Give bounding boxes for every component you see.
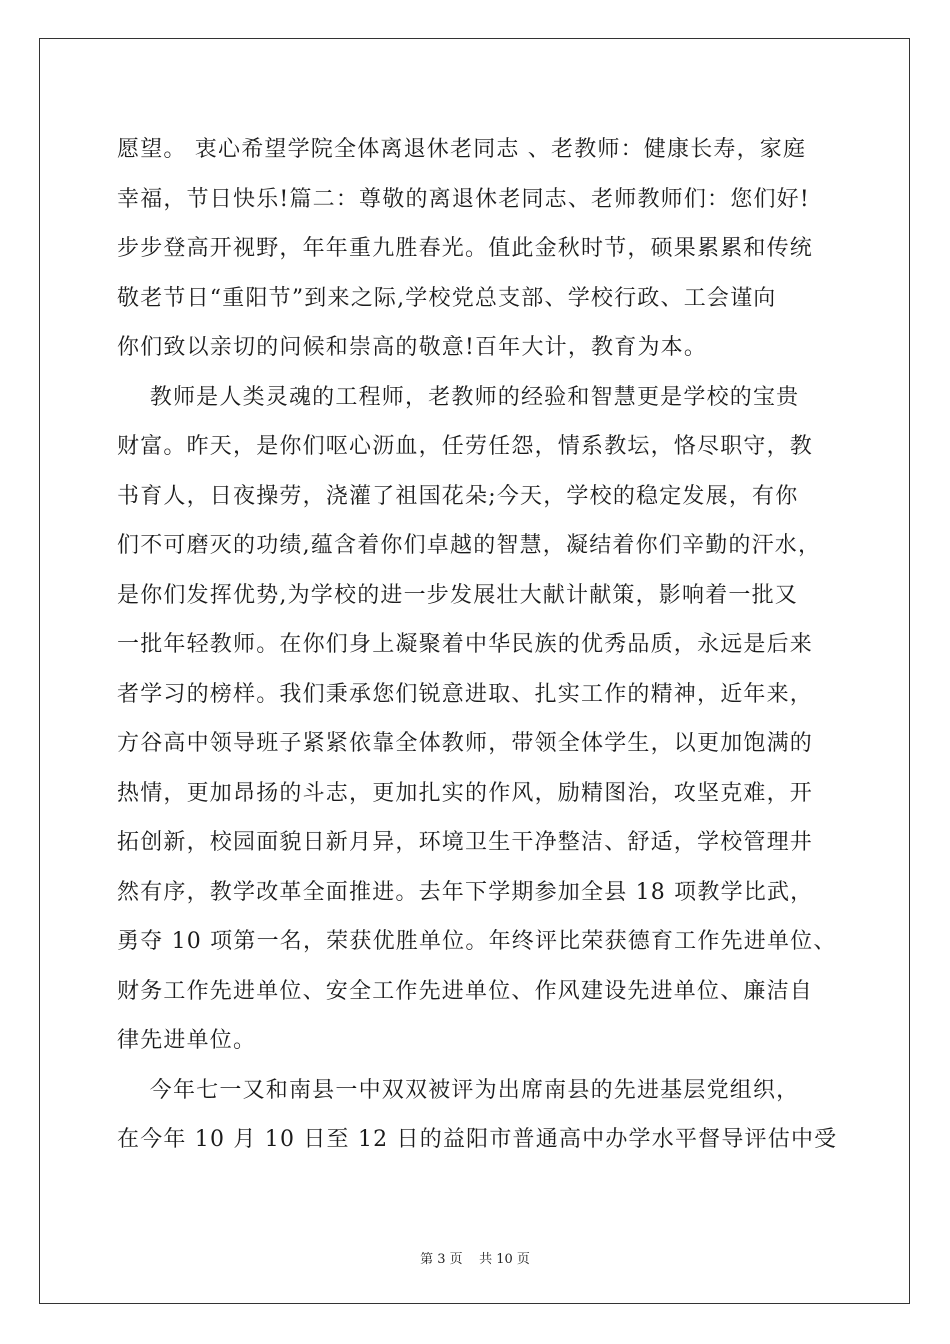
text-line: 愿望。 衷心希望学院全体离退休老同志 、老教师：健康长寿，家庭 bbox=[117, 137, 807, 162]
text-line: 在今年 10 月 10 日至 12 日的益阳市普通高中办学水平督导评估中受 bbox=[117, 1127, 838, 1152]
text-line: 者学习的榜样。我们秉承您们锐意进取、扎实工作的精神，近年来， bbox=[117, 682, 814, 707]
text-line: 勇夺 10 项第一名，荣获优胜单位。年终评比荣获德育工作先进单位、 bbox=[117, 929, 837, 954]
text-line: 财富。昨天，是你们呕心沥血，任劳任怨，情系教坛，恪尽职守，教 bbox=[117, 434, 814, 459]
text-line: 是你们发挥优势,为学校的进一步发展壮大献计献策，影响着一批又 bbox=[117, 583, 798, 608]
text-line: 教师是人类灵魂的工程师，老教师的经验和智慧更是学校的宝贵 bbox=[117, 385, 800, 410]
page-border bbox=[39, 38, 910, 1304]
text-line: 然有序，教学改革全面推进。去年下学期参加全县 18 项教学比武， bbox=[117, 880, 814, 905]
text-line: 方谷高中领导班子紧紧依靠全体教师，带领全体学生，以更加饱满的 bbox=[117, 731, 814, 756]
text-line: 拓创新，校园面貌日新月异，环境卫生干净整洁、舒适，学校管理井 bbox=[117, 830, 814, 855]
text-line: 你们致以亲切的问候和崇高的敬意!百年大计，教育为本。 bbox=[117, 335, 708, 360]
text-line: 热情，更加昂扬的斗志，更加扎实的作风，励精图治，攻坚克难，开 bbox=[117, 781, 814, 806]
text-line: 敬老节日“重阳节”到来之际,学校党总支部、学校行政、工会谨向 bbox=[117, 286, 777, 311]
text-line: 一批年轻教师。在你们身上凝聚着中华民族的优秀品质，永远是后来 bbox=[117, 632, 814, 657]
text-line: 今年七一又和南县一中双双被评为出席南县的先进基层党组织， bbox=[117, 1078, 800, 1103]
text-line: 步步登高开视野，年年重九胜春光。值此金秋时节，硕果累累和传统 bbox=[117, 236, 814, 261]
text-line: 律先进单位。 bbox=[117, 1028, 257, 1053]
text-line: 财务工作先进单位、安全工作先进单位、作风建设先进单位、廉洁自 bbox=[117, 979, 814, 1004]
text-line: 幸福，节日快乐!篇二：尊敬的离退休老同志、老师教师们：您们好! bbox=[117, 187, 810, 212]
page-number-footer: 第 3 页 共 10 页 bbox=[420, 1252, 530, 1267]
text-line: 们不可磨灭的功绩,蕴含着你们卓越的智慧，凝结着你们辛勤的汗水， bbox=[117, 533, 822, 558]
text-line: 书育人，日夜操劳，浇灌了祖国花朵;今天，学校的稳定发展，有你 bbox=[117, 484, 799, 509]
